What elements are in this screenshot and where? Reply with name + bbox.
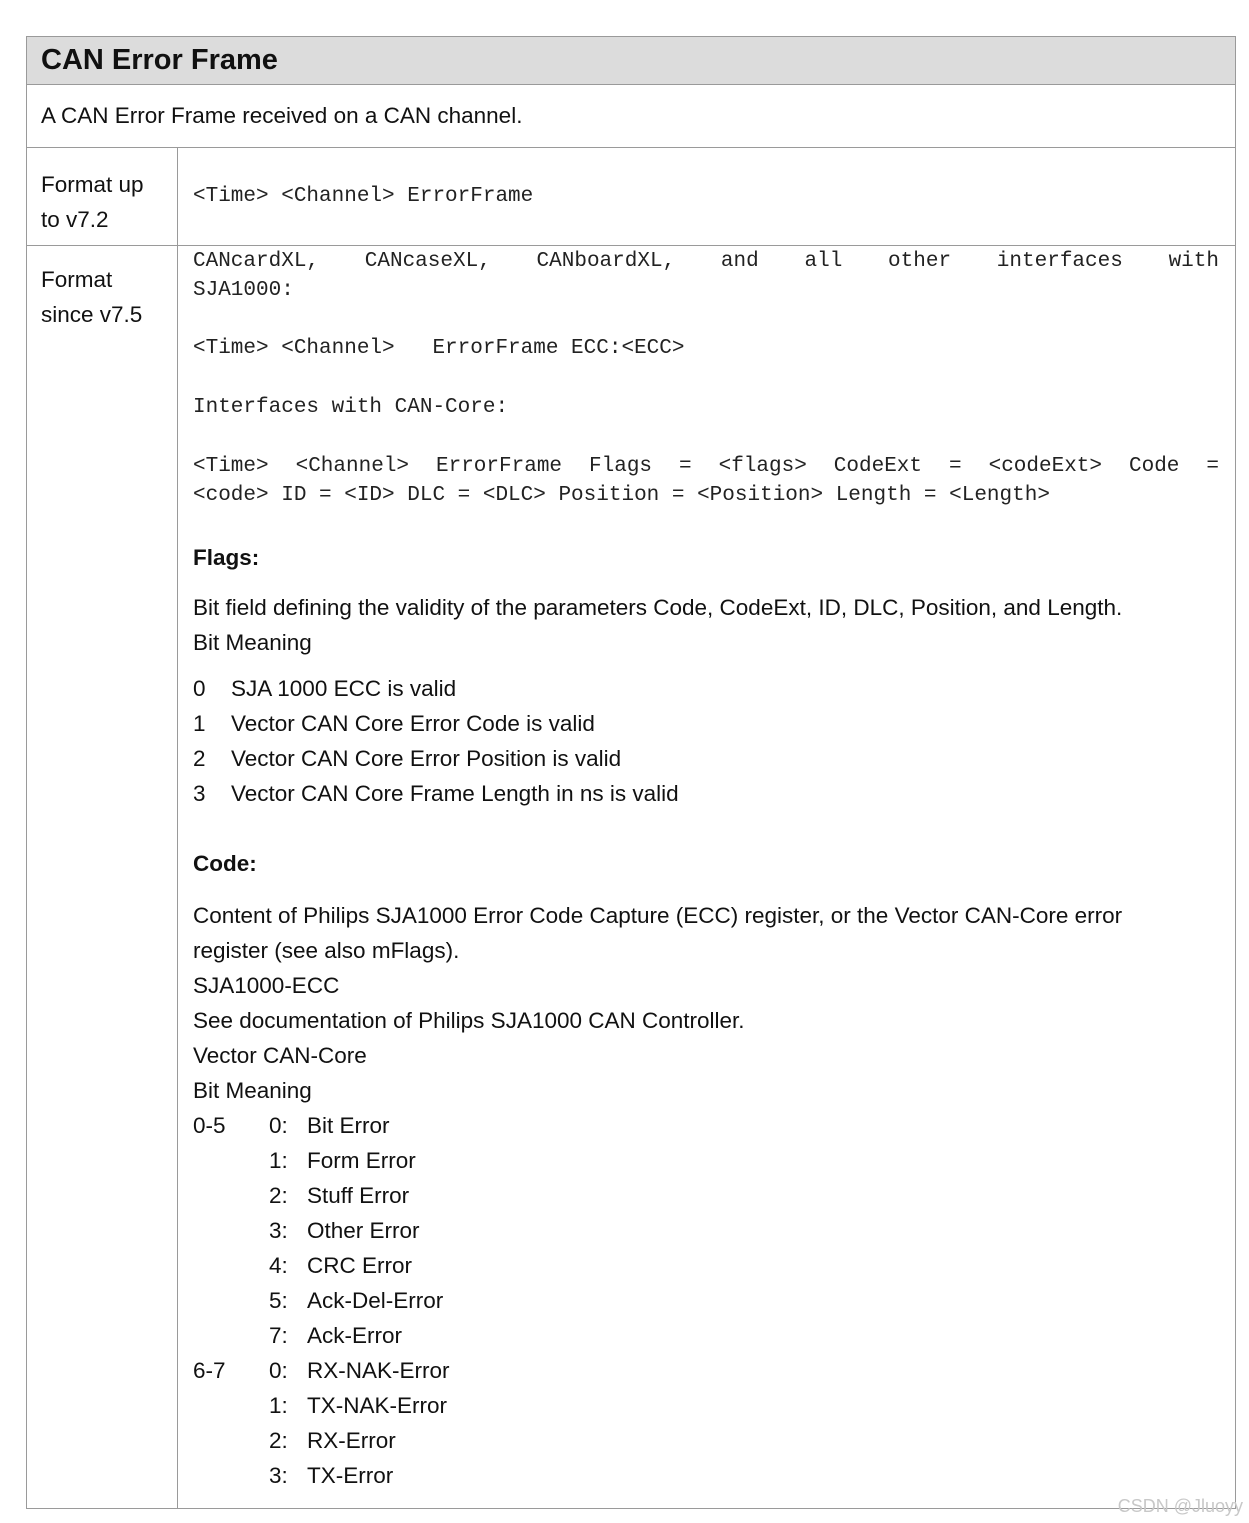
flag-item [193, 741, 1219, 776]
code-value: 0: [269, 1358, 288, 1383]
flag-meaning: Vector CAN Core Error Position is valid [231, 746, 622, 771]
code-value: 2: [269, 1428, 288, 1453]
code-item [193, 1283, 1219, 1318]
code-bit-meaning: Bit Meaning [193, 1078, 312, 1103]
code-core-label: Vector CAN-Core [193, 1043, 367, 1068]
code-sja-doc: See documentation of Philips SJA1000 CAN Controller. [193, 1008, 745, 1033]
code-error-name: CRC Error [307, 1253, 412, 1278]
flags-description: Bit field defining the validity of the parameters Code, CodeExt, ID, DLC, Position, and Length. [193, 595, 1123, 620]
code-item [193, 1213, 1219, 1248]
code-error-name: TX-NAK-Error [307, 1393, 447, 1418]
sja-intro-line2: SJA1000: [193, 279, 294, 302]
flag-meaning: SJA 1000 ECC is valid [231, 676, 457, 701]
flag-bit: 2 [193, 746, 206, 771]
code-error-name: TX-Error [307, 1463, 394, 1488]
code-bit-range [193, 1143, 269, 1178]
flag-meaning: Vector CAN Core Frame Length in ns is valid [231, 781, 679, 806]
code-value: 3: [269, 1218, 288, 1243]
code-description-line2: register (see also mFlags). [193, 938, 460, 963]
code-value: 5: [269, 1288, 288, 1313]
code-error-name: Other Error [307, 1218, 420, 1243]
flags-list [193, 671, 1219, 811]
code-sja-label: SJA1000-ECC [193, 973, 340, 998]
sja-syntax: <Time> <Channel> ErrorFrame ECC:<ECC> [193, 337, 685, 360]
sja-intro-line1: CANcardXL, CANcaseXL, CANboardXL, and all other interfaces with [193, 250, 1219, 273]
code-bit-range [193, 1318, 269, 1353]
code-item [193, 1353, 1219, 1388]
code-description-line1: Content of Philips SJA1000 Error Code Capture (ECC) register, or the Vector CAN-Core error [193, 903, 1123, 928]
core-syntax-line1: <Time> <Channel> ErrorFrame Flags = <flags> CodeExt = <codeExt> Code = [193, 455, 1219, 478]
flag-item [193, 776, 1219, 811]
code-error-name: Bit Error [307, 1113, 390, 1138]
code-value: 4: [269, 1253, 288, 1278]
code-item [193, 1178, 1219, 1213]
code-value: 0: [269, 1113, 288, 1138]
code-list [193, 1108, 1219, 1493]
flags-bit-meaning: Bit Meaning [193, 630, 312, 655]
code-error-name: Stuff Error [307, 1183, 410, 1208]
code-value: 3: [269, 1463, 288, 1488]
code-bit-range [193, 1178, 269, 1213]
code-error-name: RX-NAK-Error [307, 1358, 450, 1383]
code-bit-range [193, 1213, 269, 1248]
code-bit-range [193, 1423, 269, 1458]
watermark: CSDN @Jluoyy [1117, 1496, 1243, 1516]
code-error-name: Form Error [307, 1148, 416, 1173]
format-v75-content [178, 246, 1235, 1508]
code-heading: Code: [193, 851, 257, 876]
table-title: CAN Error Frame [27, 37, 1235, 85]
can-error-frame-table [26, 36, 1236, 1509]
code-item [193, 1318, 1219, 1353]
flags-heading: Flags: [193, 545, 260, 570]
core-syntax-line2: <code> ID = <ID> DLC = <DLC> Position = <Position> Length = <Length> [193, 484, 1050, 507]
code-bit-range [193, 1388, 269, 1423]
code-error-name: Ack-Error [307, 1323, 402, 1348]
flag-item [193, 671, 1219, 706]
flag-bit: 1 [193, 711, 206, 736]
code-item [193, 1143, 1219, 1178]
format-v75-label: Format since v7.5 [27, 246, 178, 1508]
code-item [193, 1388, 1219, 1423]
code-item [193, 1248, 1219, 1283]
format-v72-row [27, 148, 1235, 246]
code-value: 1: [269, 1148, 288, 1173]
format-v72-label: Format up to v7.2 [27, 148, 178, 245]
code-bit-range [193, 1248, 269, 1283]
code-bit-range: 0-5 [193, 1113, 226, 1138]
code-item [193, 1108, 1219, 1143]
code-bit-range [193, 1458, 269, 1493]
code-bit-range [193, 1283, 269, 1318]
code-error-name: RX-Error [307, 1428, 396, 1453]
format-v72-content [178, 148, 1235, 245]
flag-item [193, 706, 1219, 741]
code-error-name: Ack-Del-Error [307, 1288, 444, 1313]
flag-bit: 0 [193, 676, 206, 701]
core-intro: Interfaces with CAN-Core: [193, 396, 509, 419]
code-item [193, 1458, 1219, 1493]
code-value: 7: [269, 1323, 288, 1348]
code-bit-range: 6-7 [193, 1358, 226, 1383]
format-v72-syntax: <Time> <Channel> ErrorFrame [193, 185, 534, 208]
code-value: 2: [269, 1183, 288, 1208]
format-v75-row [27, 246, 1235, 1508]
code-value: 1: [269, 1393, 288, 1418]
code-item [193, 1423, 1219, 1458]
flag-meaning: Vector CAN Core Error Code is valid [231, 711, 595, 736]
table-description: A CAN Error Frame received on a CAN channel. [27, 85, 1235, 148]
flag-bit: 3 [193, 781, 206, 806]
